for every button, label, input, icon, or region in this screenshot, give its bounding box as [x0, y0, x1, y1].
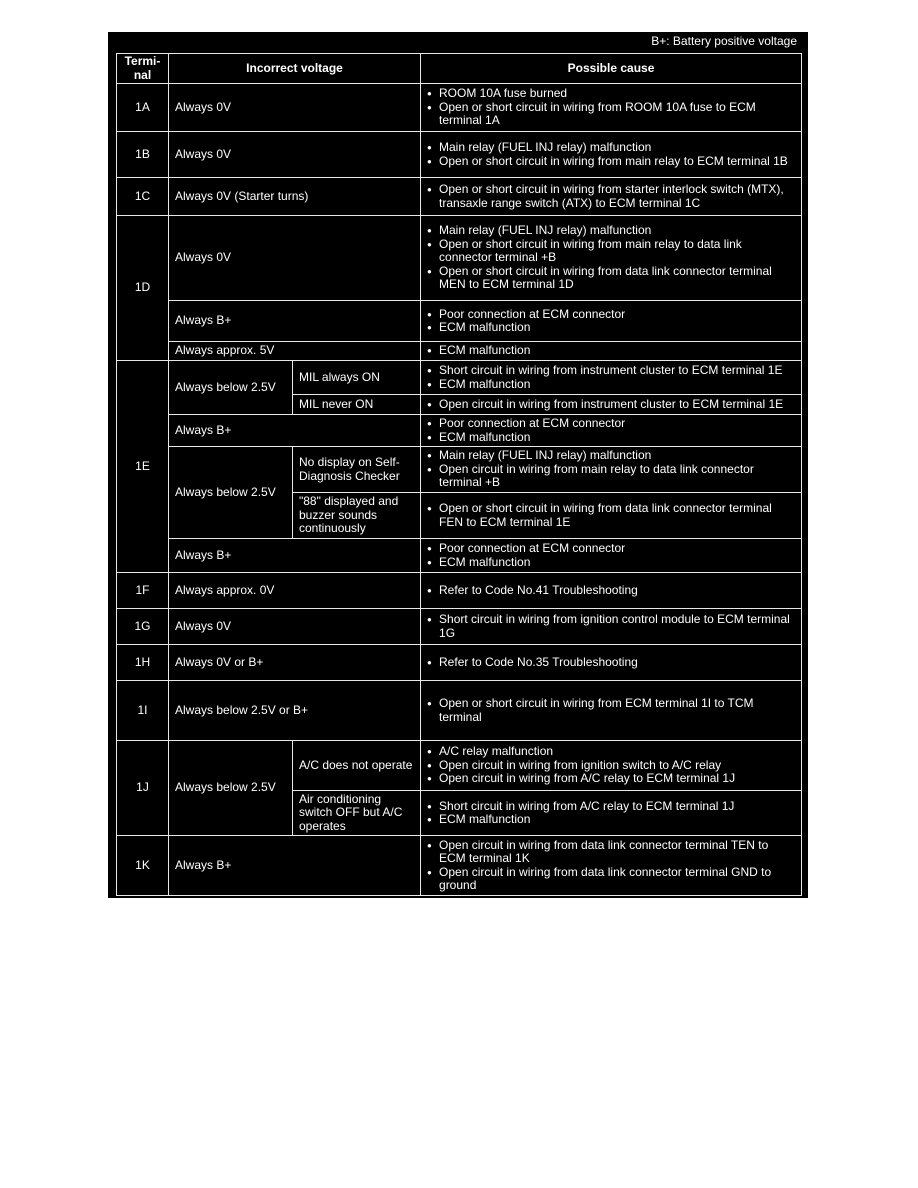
condition-cell: MIL never ON [293, 395, 421, 415]
voltage-cell: Always below 2.5V [169, 447, 293, 539]
voltage-cell: Always approx. 5V [169, 342, 421, 361]
cause-cell [421, 216, 802, 301]
terminal-cell: 1D [117, 216, 169, 361]
cause-item: ● ECM malfunction [427, 556, 795, 570]
cause-cell [421, 178, 802, 216]
table-row [117, 84, 802, 132]
table-row [117, 342, 802, 361]
cause-item: ● Open or short circuit in wiring from data link connector terminal FEN to ECM terminal 1E [427, 502, 795, 529]
cause-item: ● ECM malfunction [427, 813, 795, 827]
table-row [117, 681, 802, 741]
terminal-cell: 1E [117, 361, 169, 573]
cause-item: ● Open circuit in wiring from ignition switch to A/C relay [427, 759, 795, 773]
cause-item: ● Short circuit in wiring from A/C relay to ECM terminal 1J [427, 800, 795, 814]
cause-item: ● Open circuit in wiring from instrument cluster to ECM terminal 1E [427, 398, 795, 412]
table-row [117, 301, 802, 342]
table-row [117, 741, 802, 791]
cause-cell [421, 361, 802, 395]
cause-item: ● ECM malfunction [427, 378, 795, 392]
condition-cell: "88" displayed and buzzer sounds continuously [293, 493, 421, 539]
cause-cell [421, 415, 802, 447]
cause-item: ● ECM malfunction [427, 431, 795, 445]
cause-item: ● ECM malfunction [427, 344, 795, 358]
table-row [117, 447, 802, 493]
cause-item: ● Open or short circuit in wiring from ROOM 10A fuse to ECM terminal 1A [427, 101, 795, 128]
voltage-cell: Always B+ [169, 836, 421, 896]
cause-cell [421, 573, 802, 609]
cause-cell [421, 301, 802, 342]
cause-cell [421, 645, 802, 681]
document-page [108, 32, 808, 898]
voltage-cell: Always 0V or B+ [169, 645, 421, 681]
cause-item: ● Poor connection at ECM connector [427, 542, 795, 556]
table-row [117, 178, 802, 216]
table-row [117, 645, 802, 681]
cause-item: ● Open circuit in wiring from data link connector terminal TEN to ECM terminal 1K [427, 839, 795, 866]
header-possible-cause: Possible cause [421, 54, 802, 84]
cause-item: ● Short circuit in wiring from ignition control module to ECM terminal 1G [427, 613, 795, 640]
terminal-cell: 1I [117, 681, 169, 741]
condition-cell: No display on Self-Diagnosis Checker [293, 447, 421, 493]
cause-item: ● ROOM 10A fuse burned [427, 87, 795, 101]
cause-cell [421, 836, 802, 896]
terminal-cell: 1J [117, 741, 169, 836]
cause-item: ● Poor connection at ECM connector [427, 308, 795, 322]
cause-cell [421, 342, 802, 361]
condition-cell: Air conditioning switch OFF but A/C operates [293, 791, 421, 836]
voltage-cell: Always 0V [169, 132, 421, 178]
terminal-cell: 1B [117, 132, 169, 178]
table-row [117, 361, 802, 395]
table-row [117, 609, 802, 645]
cause-item: ● Refer to Code No.35 Troubleshooting [427, 656, 795, 670]
cause-item: ● Open or short circuit in wiring from ECM terminal 1I to TCM terminal [427, 697, 795, 724]
terminal-cell: 1F [117, 573, 169, 609]
terminal-voltage-table [116, 53, 802, 896]
cause-item: ● Open circuit in wiring from data link connector terminal GND to ground [427, 866, 795, 893]
cause-cell [421, 539, 802, 573]
voltage-cell: Always 0V [169, 609, 421, 645]
cause-cell [421, 741, 802, 791]
cause-item: ● Main relay (FUEL INJ relay) malfunction [427, 141, 795, 155]
cause-cell [421, 609, 802, 645]
cause-cell [421, 84, 802, 132]
cause-item: ● Poor connection at ECM connector [427, 417, 795, 431]
cause-cell [421, 791, 802, 836]
voltage-cell: Always B+ [169, 539, 421, 573]
table-row [117, 216, 802, 301]
cause-item: ● ECM malfunction [427, 321, 795, 335]
table-row [117, 836, 802, 896]
terminal-cell: 1K [117, 836, 169, 896]
cause-item: ● Main relay (FUEL INJ relay) malfunction [427, 224, 795, 238]
table-row [117, 573, 802, 609]
condition-cell: A/C does not operate [293, 741, 421, 791]
cause-item: ● A/C relay malfunction [427, 745, 795, 759]
cause-item: ● Main relay (FUEL INJ relay) malfunction [427, 449, 795, 463]
table-row [117, 415, 802, 447]
voltage-cell: Always B+ [169, 301, 421, 342]
cause-cell [421, 132, 802, 178]
voltage-cell: Always below 2.5V [169, 741, 293, 836]
condition-cell: MIL always ON [293, 361, 421, 395]
cause-cell [421, 447, 802, 493]
cause-item: ● Open circuit in wiring from A/C relay to ECM terminal 1J [427, 772, 795, 786]
voltage-cell: Always 0V [169, 216, 421, 301]
legend-note: B+: Battery positive voltage [651, 34, 797, 48]
cause-item: ● Refer to Code No.41 Troubleshooting [427, 584, 795, 598]
header-terminal: Termi- nal [117, 54, 169, 84]
table-header-row [117, 54, 802, 84]
cause-cell [421, 493, 802, 539]
cause-cell [421, 681, 802, 741]
voltage-cell: Always below 2.5V or B+ [169, 681, 421, 741]
terminal-cell: 1H [117, 645, 169, 681]
cause-item: ● Short circuit in wiring from instrument cluster to ECM terminal 1E [427, 364, 795, 378]
cause-item: ● Open or short circuit in wiring from data link connector terminal MEN to ECM terminal 1D [427, 265, 795, 292]
voltage-cell: Always approx. 0V [169, 573, 421, 609]
voltage-cell: Always below 2.5V [169, 361, 293, 415]
cause-item: ● Open circuit in wiring from main relay to data link connector terminal +B [427, 463, 795, 490]
cause-item: ● Open or short circuit in wiring from main relay to data link connector terminal +B [427, 238, 795, 265]
table-row [117, 539, 802, 573]
terminal-cell: 1C [117, 178, 169, 216]
cause-item: ● Open or short circuit in wiring from starter interlock switch (MTX), transaxle range switch (ATX) to ECM terminal 1C [427, 183, 795, 210]
voltage-cell: Always 0V [169, 84, 421, 132]
cause-cell [421, 395, 802, 415]
cause-item: ● Open or short circuit in wiring from main relay to ECM terminal 1B [427, 155, 795, 169]
table-row [117, 132, 802, 178]
terminal-cell: 1G [117, 609, 169, 645]
voltage-cell: Always 0V (Starter turns) [169, 178, 421, 216]
terminal-cell: 1A [117, 84, 169, 132]
header-incorrect-voltage: Incorrect voltage [169, 54, 421, 84]
voltage-cell: Always B+ [169, 415, 421, 447]
